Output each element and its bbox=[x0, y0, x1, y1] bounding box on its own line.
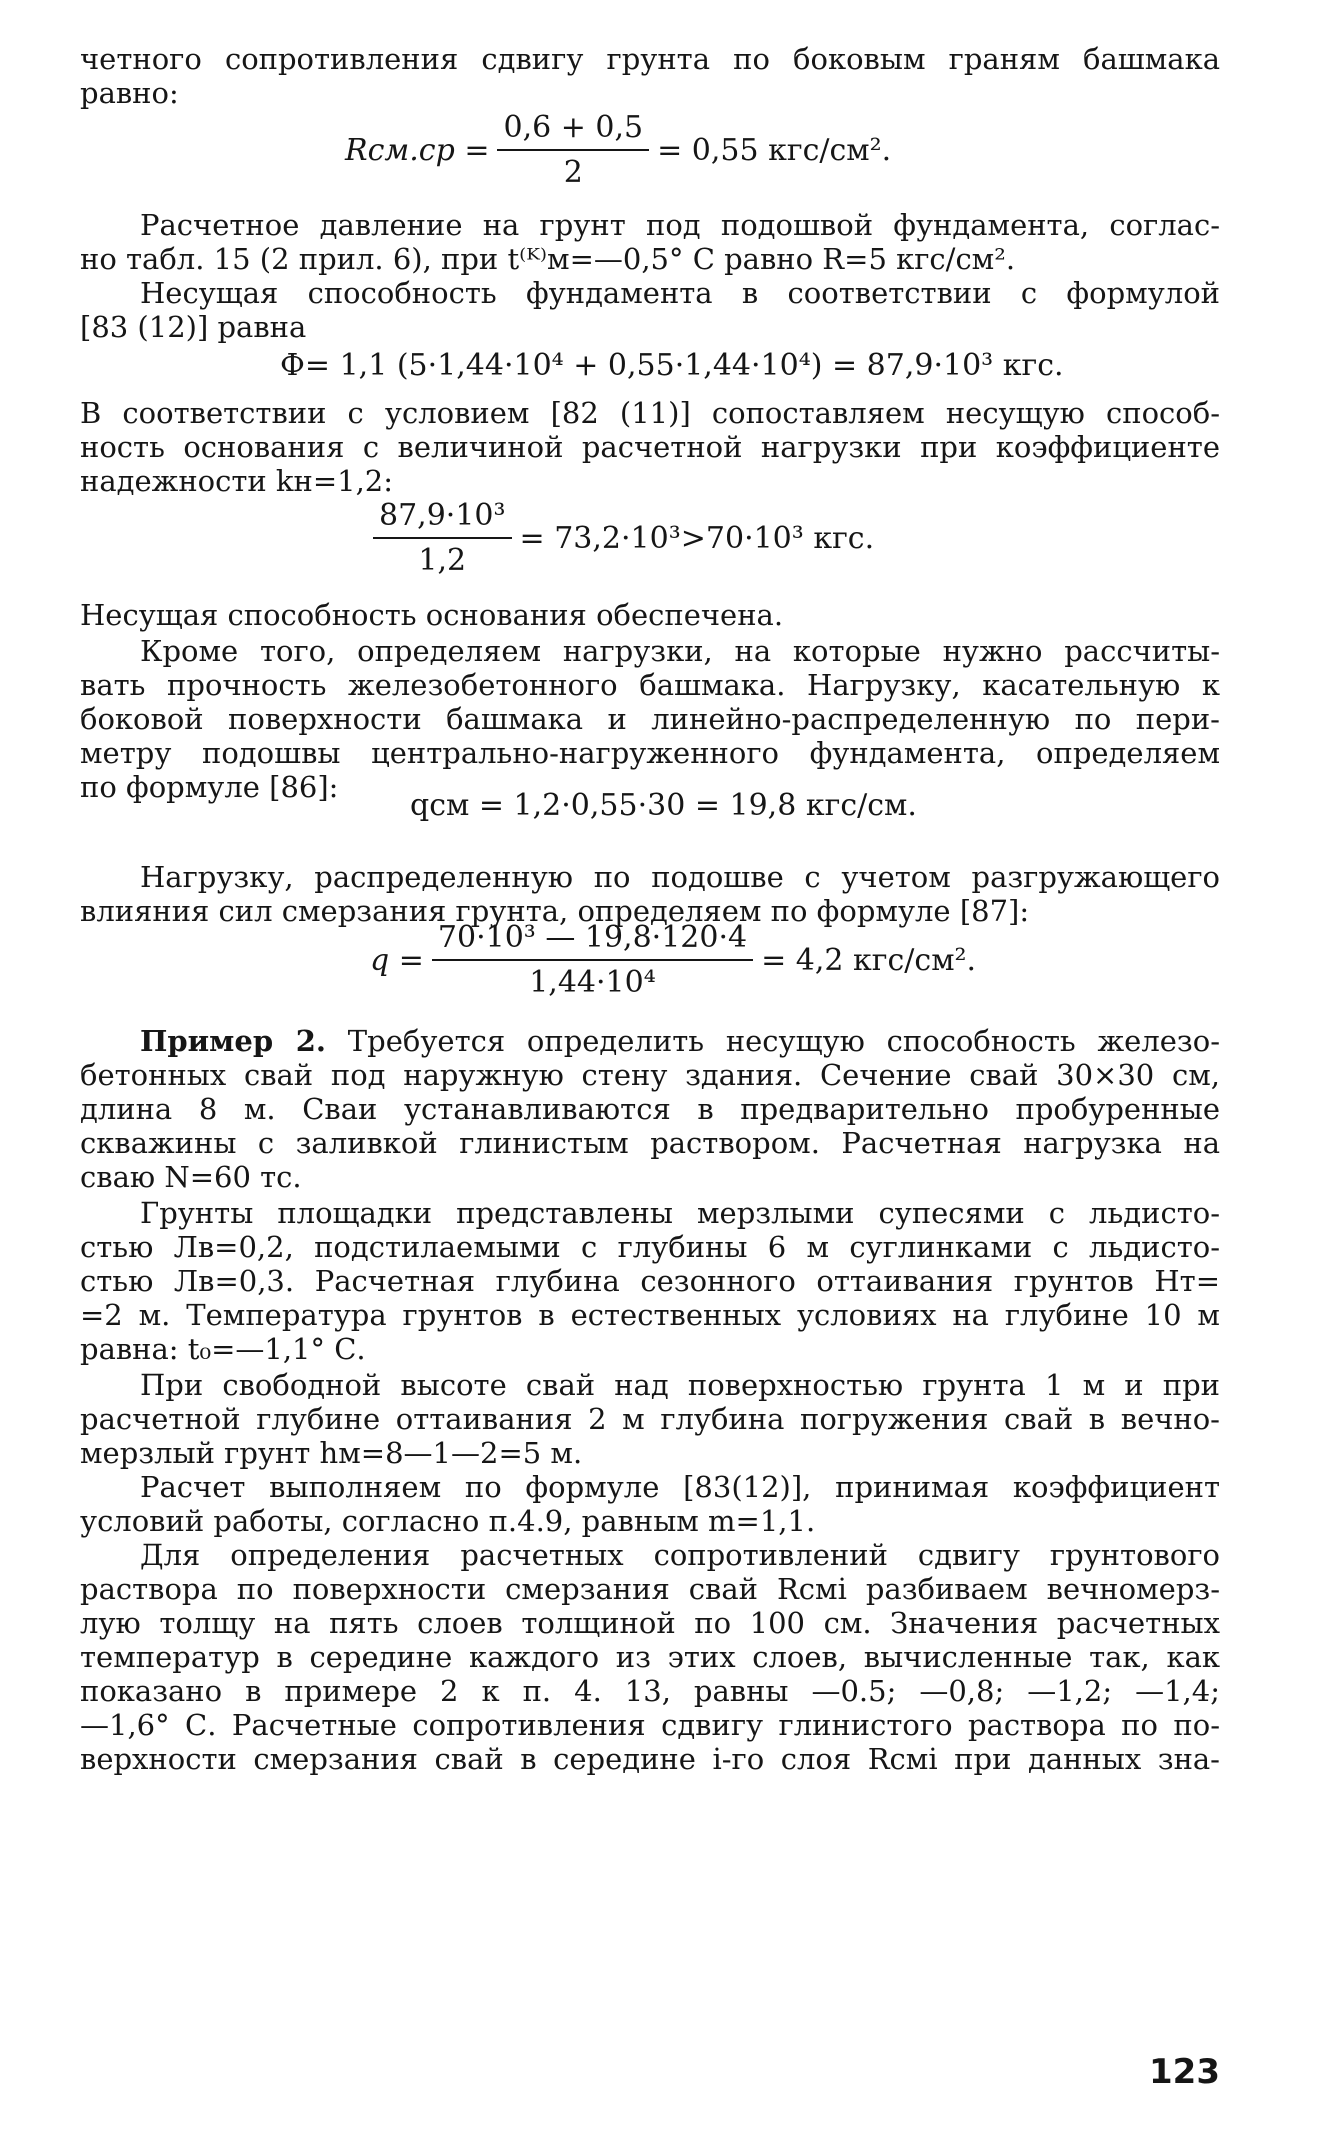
paragraph-4 bbox=[80, 396, 1220, 498]
text-line: Нагрузку, распределенную по подошве с учетом разгружающего bbox=[140, 860, 1220, 894]
text-line: скважины с заливкой глинистым раствором. Расчетная нагрузка на bbox=[80, 1126, 1220, 1160]
paragraph-11 bbox=[80, 1470, 1220, 1538]
formula-q bbox=[370, 920, 976, 1000]
text-line: В соответствии с условием [82 (11)] сопоставляем несущую способ- bbox=[80, 396, 1220, 430]
text-line: влияния сил смерзания грунта, определяем по формуле [87]: bbox=[80, 894, 1030, 928]
formula-lhs: Rсм.ср = bbox=[345, 132, 490, 168]
text-line: стью Лв=0,2, подстилаемыми с глубины 6 м суглинками с льдисто- bbox=[80, 1230, 1220, 1264]
fraction-denominator: 1,44·10⁴ bbox=[529, 965, 656, 1000]
fraction bbox=[373, 498, 512, 578]
paragraph-7 bbox=[80, 860, 1220, 928]
paragraph-6 bbox=[80, 634, 1220, 804]
text-line: —1,6° С. Расчетные сопротивления сдвигу глинистого раствора по по- bbox=[80, 1708, 1220, 1742]
text-line: верхности смерзания свай в середине i-го слоя Rсмi при данных зна- bbox=[80, 1742, 1220, 1776]
formula-qsm bbox=[410, 788, 917, 823]
text-line: по формуле [86]: bbox=[80, 770, 339, 804]
text-line: Для определения расчетных сопротивлений сдвигу грунтового bbox=[140, 1538, 1220, 1572]
fraction-numerator: 0,6 + 0,5 bbox=[497, 110, 649, 151]
text-line: [83 (12)] равна bbox=[80, 310, 307, 344]
fraction-denominator: 2 bbox=[563, 155, 583, 190]
text-line: Расчет выполняем по формуле [83(12)], принимая коэффициент bbox=[140, 1470, 1220, 1504]
text-line: температур в середине каждого из этих слоев, вычисленные так, как bbox=[80, 1640, 1220, 1674]
text-line: стью Лв=0,3. Расчетная глубина сезонного оттаивания грунтов Hт= bbox=[80, 1264, 1220, 1298]
text-line: Несущая способность фундамента в соответствии с формулой bbox=[140, 276, 1220, 310]
text-line: равно: bbox=[80, 76, 179, 110]
text-line bbox=[80, 1024, 1220, 1058]
paragraph-3 bbox=[80, 276, 1220, 344]
formula-check bbox=[365, 498, 874, 578]
fraction-denominator: 1,2 bbox=[418, 543, 467, 578]
text-fragment: Требуется определить несущую способность железо- bbox=[326, 1024, 1220, 1058]
text-line: условий работы, согласно п.4.9, равным m=1,1. bbox=[80, 1504, 816, 1538]
page-number: 123 bbox=[1149, 2052, 1220, 2092]
text-line: равна: t₀=—1,1° С. bbox=[80, 1332, 366, 1366]
text-line: расчетной глубине оттаивания 2 м глубина погружения свай в вечно- bbox=[80, 1402, 1220, 1436]
text-line: вать прочность железобетонного башмака. Нагрузку, касательную к bbox=[80, 668, 1220, 702]
fraction bbox=[497, 110, 649, 190]
text-line: =2 м. Температура грунтов в естественных условиях на глубине 10 м bbox=[80, 1298, 1220, 1332]
formula-lhs: q = bbox=[370, 942, 424, 978]
formula-text: qсм = 1,2·0,55·30 = 19,8 кгс/см. bbox=[410, 788, 917, 823]
paragraph-1 bbox=[80, 42, 1220, 110]
text-line: Грунты площадки представлены мерзлыми супесями с льдисто- bbox=[140, 1196, 1220, 1230]
fraction bbox=[432, 920, 753, 1000]
text-line: сваю N=60 тс. bbox=[80, 1160, 302, 1194]
text-line: лую толщу на пять слоев толщиной по 100 см. Значения расчетных bbox=[80, 1606, 1220, 1640]
fraction-numerator: 70·10³ — 19,8·120·4 bbox=[432, 920, 753, 961]
formula-rhs: = 73,2·10³>70·10³ кгс. bbox=[519, 520, 875, 556]
text-line: ность основания с величиной расчетной нагрузки при коэффициенте bbox=[80, 430, 1220, 464]
text-line: бетонных свай под наружную стену здания. Сечение свай 30×30 см, bbox=[80, 1058, 1220, 1092]
fraction-numerator: 87,9·10³ bbox=[373, 498, 512, 539]
paragraph-2 bbox=[80, 208, 1220, 276]
text-line: Несущая способность основания обеспечена. bbox=[80, 598, 784, 632]
example-heading: Пример 2. bbox=[140, 1024, 327, 1058]
paragraph-12 bbox=[80, 1538, 1220, 1776]
paragraph-10 bbox=[80, 1368, 1220, 1470]
formula-bearing-capacity bbox=[280, 348, 1064, 383]
formula-rhs: = 0,55 кгс/см². bbox=[657, 132, 892, 168]
text-line: но табл. 15 (2 прил. 6), при t⁽ᴷ⁾м=—0,5° С равно R=5 кгс/см². bbox=[80, 242, 1016, 276]
text-line: боковой поверхности башмака и линейно-распределенную по пери- bbox=[80, 702, 1220, 736]
text-line: показано в примере 2 к п. 4. 13, равны —0.5; —0,8; —1,2; —1,4; bbox=[80, 1674, 1220, 1708]
text-line: Кроме того, определяем нагрузки, на которые нужно рассчиты- bbox=[140, 634, 1220, 668]
paragraph-5 bbox=[80, 598, 1220, 632]
text-line: четного сопротивления сдвигу грунта по боковым граням башмака bbox=[80, 42, 1220, 76]
text-line: Расчетное давление на грунт под подошвой фундамента, соглас- bbox=[140, 208, 1220, 242]
document-page bbox=[80, 0, 1220, 2132]
text-line: мерзлый грунт hм=8—1—2=5 м. bbox=[80, 1436, 583, 1470]
formula-rhs: = 4,2 кгс/см². bbox=[761, 942, 977, 978]
formula-rsm-avg bbox=[345, 110, 891, 190]
text-line: метру подошвы центрально-нагруженного фундамента, определяем bbox=[80, 736, 1220, 770]
text-line: При свободной высоте свай над поверхностью грунта 1 м и при bbox=[140, 1368, 1220, 1402]
paragraph-9 bbox=[80, 1196, 1220, 1366]
text-line: длина 8 м. Сваи устанавливаются в предварительно пробуренные bbox=[80, 1092, 1220, 1126]
text-line: раствора по поверхности смерзания свай Rсмi разбиваем вечномерз- bbox=[80, 1572, 1220, 1606]
formula-text: Ф= 1,1 (5·1,44·10⁴ + 0,55·1,44·10⁴) = 87,9·10³ кгс. bbox=[280, 348, 1064, 383]
text-line: надежности kн=1,2: bbox=[80, 464, 394, 498]
paragraph-example-2 bbox=[80, 1024, 1220, 1194]
